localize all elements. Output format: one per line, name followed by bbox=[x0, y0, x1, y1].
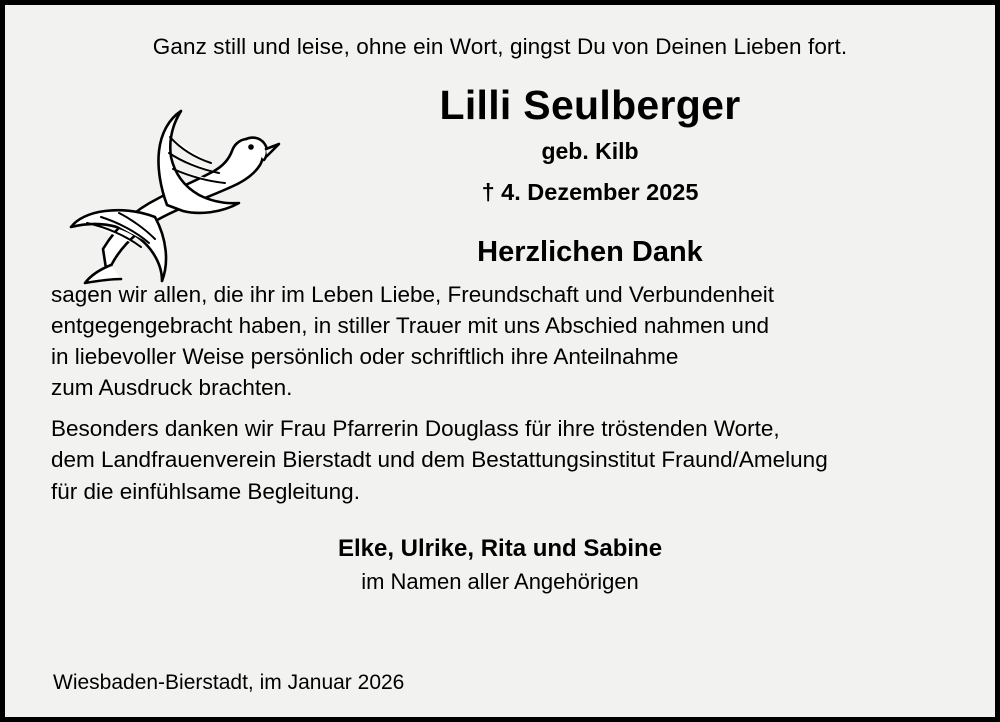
body-line: Besonders danken wir Frau Pfarrerin Douglass für ihre tröstenden Worte, bbox=[51, 416, 780, 442]
signers: Elke, Ulrike, Rita und Sabine bbox=[337, 534, 663, 562]
on-behalf-text: im Namen aller Angehörigen bbox=[361, 568, 639, 594]
thanks-body bbox=[31, 279, 969, 506]
thanks-title: Herzlichen Dank bbox=[477, 236, 703, 269]
death-date: † 4. Dezember 2025 bbox=[481, 179, 699, 206]
place-and-date: Wiesbaden-Bierstadt, im Januar 2026 bbox=[53, 671, 405, 694]
body-line: in liebevoller Weise persönlich oder schriftlich ihre Anteilnahme bbox=[51, 344, 679, 370]
signature-block bbox=[31, 535, 969, 595]
body-line: zum Ausdruck brachten. bbox=[51, 375, 293, 401]
body-line: für die einfühlsame Begleitung. bbox=[51, 478, 360, 504]
body-line: dem Landfrauenverein Bierstadt und dem Bestattungsinstitut Fraund/Amelung bbox=[51, 447, 828, 473]
body-line: sagen wir allen, die ihr im Leben Liebe, Freundschaft und Verbundenheit bbox=[51, 282, 774, 308]
maiden-name: geb. Kilb bbox=[541, 138, 639, 165]
deceased-name: Lilli Seulberger bbox=[439, 82, 741, 129]
body-line: entgegengebracht haben, in stiller Trauer mit uns Abschied nahmen und bbox=[51, 313, 769, 339]
dove-icon bbox=[63, 77, 283, 287]
epitaph-text: Ganz still und leise, ohne ein Wort, gingst Du von Deinen Lieben fort. bbox=[152, 34, 848, 59]
notice-inner bbox=[5, 5, 995, 717]
